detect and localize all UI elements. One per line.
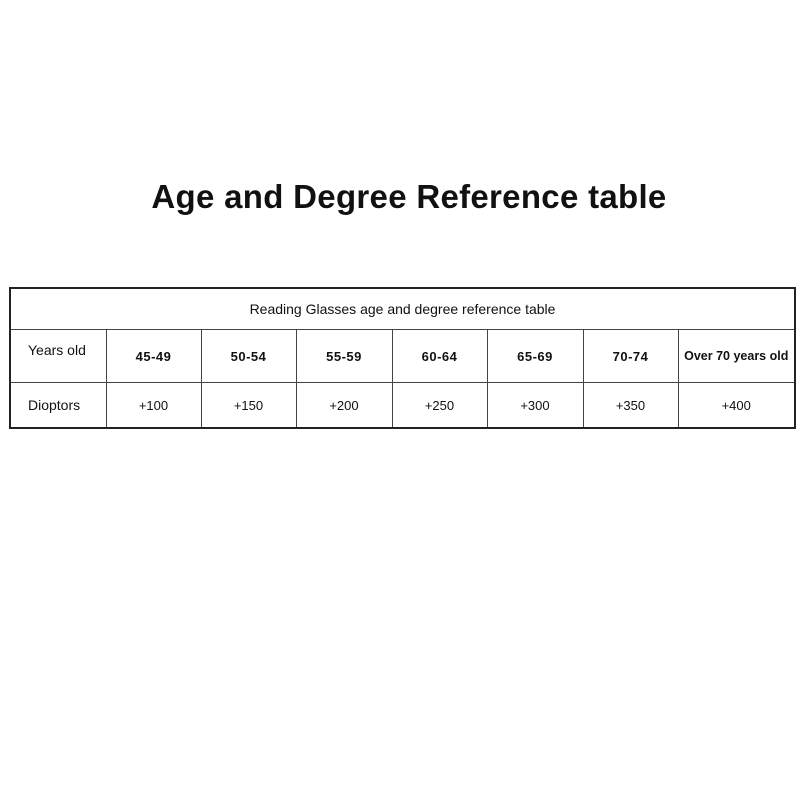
row-header-years-old: Years old (10, 330, 106, 383)
table-caption-row (10, 288, 795, 330)
age-range-cell: 60-64 (392, 330, 487, 383)
age-range-cell: 50-54 (201, 330, 296, 383)
diopter-cell: +200 (296, 383, 392, 429)
diopter-cell: +300 (487, 383, 583, 429)
table-caption: Reading Glasses age and degree reference table (10, 288, 795, 330)
row-header-dioptors: Dioptors (10, 383, 106, 429)
page-title: Age and Degree Reference table (151, 178, 667, 215)
diopter-cell: +400 (678, 383, 795, 429)
reference-table (9, 287, 796, 429)
table-row (10, 383, 795, 429)
diopter-cell: +150 (201, 383, 296, 429)
age-range-cell: 45-49 (106, 330, 201, 383)
age-range-cell: 65-69 (487, 330, 583, 383)
diopter-cell: +250 (392, 383, 487, 429)
age-range-cell: 70-74 (583, 330, 678, 383)
age-range-cell: 55-59 (296, 330, 392, 383)
diopter-cell: +100 (106, 383, 201, 429)
table-row (10, 330, 795, 383)
age-range-cell: Over 70 years old (678, 330, 795, 383)
diopter-cell: +350 (583, 383, 678, 429)
